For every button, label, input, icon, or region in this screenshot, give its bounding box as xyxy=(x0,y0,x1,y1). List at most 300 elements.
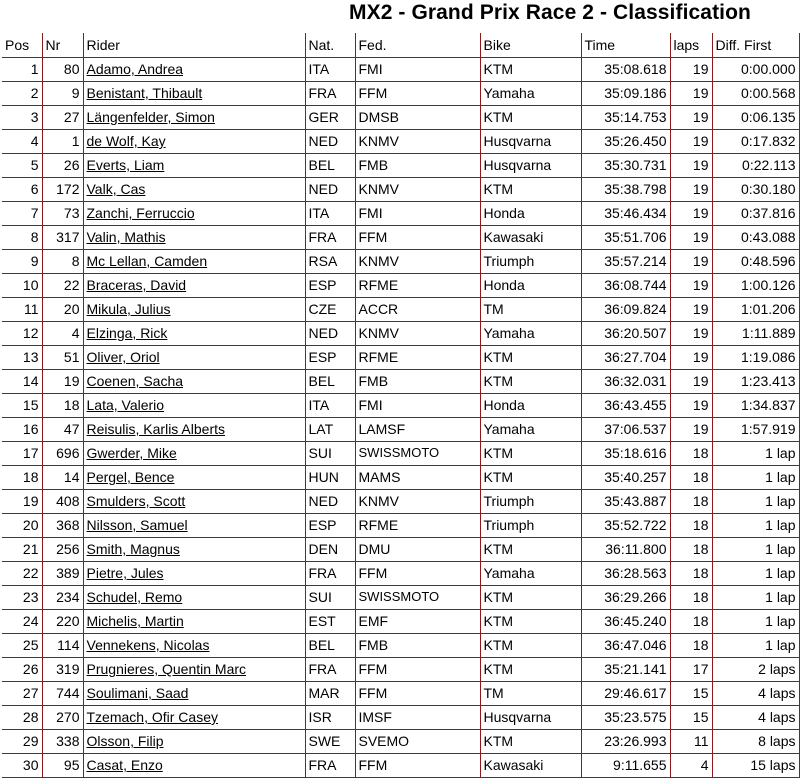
cell-nat: ITA xyxy=(305,201,355,225)
cell-nat: ITA xyxy=(305,57,355,81)
cell-nat: BEL xyxy=(305,369,355,393)
cell-nat: SUI xyxy=(305,441,355,465)
cell-nr: 26 xyxy=(42,153,83,177)
cell-nat: ESP xyxy=(305,273,355,297)
table-row xyxy=(2,465,800,489)
cell-nr: 4 xyxy=(42,321,83,345)
table-header-row xyxy=(2,33,800,57)
cell-diff: 2 laps xyxy=(712,657,799,681)
cell-rider-link[interactable]: Smulders, Scott xyxy=(83,489,305,513)
table-row xyxy=(2,681,800,705)
cell-nr: 338 xyxy=(42,729,83,753)
cell-fed: DMU xyxy=(355,537,480,561)
cell-nr: 1 xyxy=(42,129,83,153)
cell-fed: SWISSMOTO xyxy=(355,441,480,465)
cell-bike: Husqvarna xyxy=(480,705,581,729)
cell-diff: 8 laps xyxy=(712,729,799,753)
cell-bike: KTM xyxy=(480,657,581,681)
cell-time: 36:09.824 xyxy=(581,297,670,321)
cell-time: 36:27.704 xyxy=(581,345,670,369)
cell-nr: 696 xyxy=(42,441,83,465)
table-row xyxy=(2,129,800,153)
cell-fed: FMB xyxy=(355,633,480,657)
cell-rider-link[interactable]: Valk, Cas xyxy=(83,177,305,201)
cell-rider-link[interactable]: Vennekens, Nicolas xyxy=(83,633,305,657)
cell-time: 35:30.731 xyxy=(581,153,670,177)
cell-nat: MAR xyxy=(305,681,355,705)
cell-nat: HUN xyxy=(305,465,355,489)
cell-pos: 23 xyxy=(2,585,42,609)
cell-diff: 4 laps xyxy=(712,681,799,705)
cell-nr: 172 xyxy=(42,177,83,201)
cell-fed: KNMV xyxy=(355,177,480,201)
cell-bike: Kawasaki xyxy=(480,225,581,249)
cell-nr: 270 xyxy=(42,705,83,729)
table-row xyxy=(2,657,800,681)
table-row xyxy=(2,633,800,657)
cell-laps: 18 xyxy=(670,585,712,609)
table-row xyxy=(2,489,800,513)
cell-diff: 1:34.837 xyxy=(712,393,799,417)
cell-diff: 0:43.088 xyxy=(712,225,799,249)
cell-time: 36:43.455 xyxy=(581,393,670,417)
cell-nr: 319 xyxy=(42,657,83,681)
cell-nat: CZE xyxy=(305,297,355,321)
cell-bike: Yamaha xyxy=(480,321,581,345)
cell-fed: FFM xyxy=(355,81,480,105)
cell-laps: 19 xyxy=(670,321,712,345)
cell-time: 36:29.266 xyxy=(581,585,670,609)
cell-rider-link[interactable]: Elzinga, Rick xyxy=(83,321,305,345)
cell-nr: 408 xyxy=(42,489,83,513)
cell-rider-link[interactable]: Smith, Magnus xyxy=(83,537,305,561)
cell-nr: 744 xyxy=(42,681,83,705)
cell-nr: 27 xyxy=(42,105,83,129)
cell-time: 37:06.537 xyxy=(581,417,670,441)
cell-laps: 19 xyxy=(670,297,712,321)
cell-pos: 11 xyxy=(2,297,42,321)
cell-fed: KNMV xyxy=(355,249,480,273)
cell-diff: 1:23.413 xyxy=(712,369,799,393)
cell-nat: FRA xyxy=(305,753,355,777)
cell-pos: 10 xyxy=(2,273,42,297)
col-header-time: Time xyxy=(581,33,670,57)
cell-bike: Husqvarna xyxy=(480,153,581,177)
cell-diff: 0:00.568 xyxy=(712,81,799,105)
cell-diff: 1 lap xyxy=(712,465,799,489)
cell-time: 35:51.706 xyxy=(581,225,670,249)
cell-time: 35:52.722 xyxy=(581,513,670,537)
cell-nr: 9 xyxy=(42,81,83,105)
cell-laps: 19 xyxy=(670,201,712,225)
cell-rider-link[interactable]: Pietre, Jules xyxy=(83,561,305,585)
cell-diff: 1:00.126 xyxy=(712,273,799,297)
cell-rider-link[interactable]: Zanchi, Ferruccio xyxy=(83,201,305,225)
cell-pos: 12 xyxy=(2,321,42,345)
table-row xyxy=(2,81,800,105)
cell-time: 35:23.575 xyxy=(581,705,670,729)
cell-time: 36:47.046 xyxy=(581,633,670,657)
cell-nat: FRA xyxy=(305,225,355,249)
cell-bike: Kawasaki xyxy=(480,753,581,777)
cell-pos: 8 xyxy=(2,225,42,249)
table-row xyxy=(2,105,800,129)
cell-bike: KTM xyxy=(480,633,581,657)
cell-nr: 95 xyxy=(42,753,83,777)
cell-fed: FFM xyxy=(355,657,480,681)
cell-nr: 389 xyxy=(42,561,83,585)
cell-nr: 19 xyxy=(42,369,83,393)
cell-nr: 51 xyxy=(42,345,83,369)
table-row xyxy=(2,153,800,177)
cell-bike: Yamaha xyxy=(480,561,581,585)
cell-rider-link[interactable]: Olsson, Filip xyxy=(83,729,305,753)
cell-laps: 19 xyxy=(670,345,712,369)
cell-time: 36:45.240 xyxy=(581,609,670,633)
cell-bike: Yamaha xyxy=(480,417,581,441)
cell-fed: FMB xyxy=(355,153,480,177)
table-row xyxy=(2,393,800,417)
cell-bike: Honda xyxy=(480,393,581,417)
col-header-rider: Rider xyxy=(83,33,305,57)
cell-rider-link[interactable]: Tzemach, Ofir Casey xyxy=(83,705,305,729)
cell-fed: FFM xyxy=(355,561,480,585)
cell-bike: Husqvarna xyxy=(480,129,581,153)
cell-time: 9:11.655 xyxy=(581,753,670,777)
table-row xyxy=(2,513,800,537)
cell-pos: 6 xyxy=(2,177,42,201)
cell-laps: 19 xyxy=(670,177,712,201)
cell-nr: 234 xyxy=(42,585,83,609)
cell-bike: KTM xyxy=(480,609,581,633)
cell-rider-link[interactable]: Michelis, Martin xyxy=(83,609,305,633)
cell-laps: 18 xyxy=(670,537,712,561)
cell-bike: KTM xyxy=(480,465,581,489)
cell-nat: BEL xyxy=(305,153,355,177)
cell-bike: Yamaha xyxy=(480,81,581,105)
cell-time: 35:08.618 xyxy=(581,57,670,81)
cell-nat: FRA xyxy=(305,657,355,681)
cell-time: 35:26.450 xyxy=(581,129,670,153)
cell-laps: 18 xyxy=(670,489,712,513)
cell-rider-link[interactable]: Everts, Liam xyxy=(83,153,305,177)
cell-rider-link[interactable]: Adamo, Andrea xyxy=(83,57,305,81)
cell-time: 36:11.800 xyxy=(581,537,670,561)
cell-diff: 1 lap xyxy=(712,609,799,633)
col-header-nat: Nat. xyxy=(305,33,355,57)
cell-pos: 15 xyxy=(2,393,42,417)
cell-fed: FMI xyxy=(355,393,480,417)
cell-laps: 18 xyxy=(670,441,712,465)
cell-diff: 0:06.135 xyxy=(712,105,799,129)
cell-pos: 19 xyxy=(2,489,42,513)
page-title: MX2 - Grand Prix Race 2 - Classification xyxy=(349,1,751,24)
cell-laps: 18 xyxy=(670,609,712,633)
cell-diff: 1:57.919 xyxy=(712,417,799,441)
cell-laps: 15 xyxy=(670,681,712,705)
cell-time: 23:26.993 xyxy=(581,729,670,753)
cell-time: 36:32.031 xyxy=(581,369,670,393)
cell-time: 36:28.563 xyxy=(581,561,670,585)
cell-rider-link[interactable]: Nilsson, Samuel xyxy=(83,513,305,537)
cell-time: 36:20.507 xyxy=(581,321,670,345)
cell-fed: LAMSF xyxy=(355,417,480,441)
cell-diff: 1 lap xyxy=(712,537,799,561)
table-row xyxy=(2,537,800,561)
table-row xyxy=(2,57,800,81)
cell-fed: FFM xyxy=(355,681,480,705)
cell-bike: Honda xyxy=(480,273,581,297)
cell-nat: SWE xyxy=(305,729,355,753)
table-row xyxy=(2,321,800,345)
cell-nat: FRA xyxy=(305,81,355,105)
cell-fed: FMI xyxy=(355,201,480,225)
page-title-bar xyxy=(0,0,800,30)
cell-laps: 19 xyxy=(670,369,712,393)
col-header-nr: Nr xyxy=(42,33,83,57)
cell-fed: MAMS xyxy=(355,465,480,489)
cell-pos: 25 xyxy=(2,633,42,657)
cell-bike: TM xyxy=(480,297,581,321)
cell-rider-link[interactable]: Coenen, Sacha xyxy=(83,369,305,393)
cell-bike: Triumph xyxy=(480,249,581,273)
cell-nat: DEN xyxy=(305,537,355,561)
cell-diff: 15 laps xyxy=(712,753,799,777)
cell-diff: 1 lap xyxy=(712,633,799,657)
cell-bike: KTM xyxy=(480,729,581,753)
cell-diff: 1 lap xyxy=(712,585,799,609)
cell-nat: EST xyxy=(305,609,355,633)
table-row xyxy=(2,297,800,321)
cell-rider-link[interactable]: Prugnieres, Quentin Marc xyxy=(83,657,305,681)
cell-pos: 4 xyxy=(2,129,42,153)
cell-pos: 2 xyxy=(2,81,42,105)
table-row xyxy=(2,441,800,465)
table-row xyxy=(2,249,800,273)
table-row xyxy=(2,345,800,369)
cell-nr: 80 xyxy=(42,57,83,81)
cell-diff: 0:37.816 xyxy=(712,201,799,225)
table-row xyxy=(2,609,800,633)
cell-bike: KTM xyxy=(480,537,581,561)
table-row xyxy=(2,753,800,777)
cell-fed: ACCR xyxy=(355,297,480,321)
cell-fed: IMSF xyxy=(355,705,480,729)
cell-fed: FMB xyxy=(355,369,480,393)
cell-pos: 21 xyxy=(2,537,42,561)
cell-rider-link[interactable]: Benistant, Thibault xyxy=(83,81,305,105)
cell-time: 35:38.798 xyxy=(581,177,670,201)
cell-bike: Honda xyxy=(480,201,581,225)
cell-nr: 114 xyxy=(42,633,83,657)
cell-laps: 19 xyxy=(670,273,712,297)
cell-fed: KNMV xyxy=(355,321,480,345)
cell-bike: KTM xyxy=(480,105,581,129)
cell-laps: 18 xyxy=(670,633,712,657)
cell-fed: SVEMO xyxy=(355,729,480,753)
cell-fed: SWISSMOTO xyxy=(355,585,480,609)
cell-pos: 18 xyxy=(2,465,42,489)
cell-time: 35:40.257 xyxy=(581,465,670,489)
cell-fed: KNMV xyxy=(355,129,480,153)
cell-nr: 220 xyxy=(42,609,83,633)
cell-laps: 19 xyxy=(670,249,712,273)
cell-bike: Triumph xyxy=(480,513,581,537)
col-header-diff: Diff. First xyxy=(712,33,799,57)
cell-laps: 19 xyxy=(670,225,712,249)
cell-pos: 22 xyxy=(2,561,42,585)
table-row xyxy=(2,225,800,249)
cell-pos: 24 xyxy=(2,609,42,633)
cell-laps: 19 xyxy=(670,153,712,177)
cell-fed: FFM xyxy=(355,753,480,777)
cell-diff: 0:48.596 xyxy=(712,249,799,273)
cell-rider-link[interactable]: Soulimani, Saad xyxy=(83,681,305,705)
cell-nat: ESP xyxy=(305,513,355,537)
table-row xyxy=(2,561,800,585)
cell-rider-link[interactable]: Valin, Mathis xyxy=(83,225,305,249)
cell-nr: 47 xyxy=(42,417,83,441)
cell-fed: EMF xyxy=(355,609,480,633)
table-row xyxy=(2,273,800,297)
cell-pos: 1 xyxy=(2,57,42,81)
cell-nat: ESP xyxy=(305,345,355,369)
cell-pos: 9 xyxy=(2,249,42,273)
cell-pos: 5 xyxy=(2,153,42,177)
cell-nat: NED xyxy=(305,177,355,201)
cell-diff: 1:01.206 xyxy=(712,297,799,321)
cell-diff: 1:19.086 xyxy=(712,345,799,369)
cell-rider-link[interactable]: Braceras, David xyxy=(83,273,305,297)
cell-rider-link[interactable]: Mc Lellan, Camden xyxy=(83,249,305,273)
cell-rider-link[interactable]: Oliver, Oriol xyxy=(83,345,305,369)
cell-time: 35:46.434 xyxy=(581,201,670,225)
cell-diff: 4 laps xyxy=(712,705,799,729)
cell-rider-link[interactable]: Gwerder, Mike xyxy=(83,441,305,465)
cell-fed: FMI xyxy=(355,57,480,81)
cell-rider-link[interactable]: Längenfelder, Simon xyxy=(83,105,305,129)
cell-nr: 73 xyxy=(42,201,83,225)
cell-fed: RFME xyxy=(355,345,480,369)
cell-diff: 0:30.180 xyxy=(712,177,799,201)
cell-nat: NED xyxy=(305,489,355,513)
cell-nat: GER xyxy=(305,105,355,129)
cell-rider-link[interactable]: de Wolf, Kay xyxy=(83,129,305,153)
cell-nat: ITA xyxy=(305,393,355,417)
cell-laps: 19 xyxy=(670,81,712,105)
cell-laps: 11 xyxy=(670,729,712,753)
classification-table xyxy=(2,33,800,778)
cell-pos: 27 xyxy=(2,681,42,705)
cell-nat: BEL xyxy=(305,633,355,657)
table-row xyxy=(2,585,800,609)
cell-pos: 13 xyxy=(2,345,42,369)
cell-laps: 19 xyxy=(670,105,712,129)
cell-pos: 20 xyxy=(2,513,42,537)
cell-rider-link[interactable]: Lata, Valerio xyxy=(83,393,305,417)
cell-nat: NED xyxy=(305,129,355,153)
cell-pos: 16 xyxy=(2,417,42,441)
cell-nr: 317 xyxy=(42,225,83,249)
table-row xyxy=(2,201,800,225)
cell-bike: TM xyxy=(480,681,581,705)
cell-diff: 1 lap xyxy=(712,513,799,537)
cell-diff: 1:11.889 xyxy=(712,321,799,345)
cell-pos: 14 xyxy=(2,369,42,393)
cell-bike: KTM xyxy=(480,369,581,393)
cell-laps: 18 xyxy=(670,465,712,489)
cell-time: 35:09.186 xyxy=(581,81,670,105)
cell-fed: KNMV xyxy=(355,489,480,513)
col-header-fed: Fed. xyxy=(355,33,480,57)
cell-laps: 19 xyxy=(670,57,712,81)
cell-nat: NED xyxy=(305,321,355,345)
cell-pos: 30 xyxy=(2,753,42,777)
cell-diff: 1 lap xyxy=(712,489,799,513)
cell-nr: 14 xyxy=(42,465,83,489)
table-row xyxy=(2,369,800,393)
cell-pos: 7 xyxy=(2,201,42,225)
cell-diff: 1 lap xyxy=(712,441,799,465)
cell-fed: RFME xyxy=(355,273,480,297)
table-row xyxy=(2,729,800,753)
cell-laps: 19 xyxy=(670,417,712,441)
cell-nr: 18 xyxy=(42,393,83,417)
cell-rider-link[interactable]: Pergel, Bence xyxy=(83,465,305,489)
table-row xyxy=(2,705,800,729)
cell-laps: 18 xyxy=(670,561,712,585)
table-row xyxy=(2,417,800,441)
cell-rider-link[interactable]: Casat, Enzo xyxy=(83,753,305,777)
cell-rider-link[interactable]: Mikula, Julius xyxy=(83,297,305,321)
cell-fed: FFM xyxy=(355,225,480,249)
cell-nat: ISR xyxy=(305,705,355,729)
cell-laps: 19 xyxy=(670,129,712,153)
cell-time: 35:43.887 xyxy=(581,489,670,513)
cell-time: 35:57.214 xyxy=(581,249,670,273)
cell-pos: 3 xyxy=(2,105,42,129)
cell-time: 29:46.617 xyxy=(581,681,670,705)
cell-pos: 28 xyxy=(2,705,42,729)
table-row xyxy=(2,177,800,201)
cell-pos: 17 xyxy=(2,441,42,465)
cell-bike: KTM xyxy=(480,177,581,201)
cell-time: 35:14.753 xyxy=(581,105,670,129)
cell-nat: FRA xyxy=(305,561,355,585)
cell-bike: Triumph xyxy=(480,489,581,513)
cell-laps: 17 xyxy=(670,657,712,681)
cell-nat: RSA xyxy=(305,249,355,273)
cell-time: 35:18.616 xyxy=(581,441,670,465)
cell-nr: 368 xyxy=(42,513,83,537)
cell-rider-link[interactable]: Schudel, Remo xyxy=(83,585,305,609)
cell-laps: 15 xyxy=(670,705,712,729)
col-header-bike: Bike xyxy=(480,33,581,57)
cell-laps: 4 xyxy=(670,753,712,777)
cell-nat: SUI xyxy=(305,585,355,609)
col-header-laps: laps xyxy=(670,33,712,57)
cell-diff: 1 lap xyxy=(712,561,799,585)
cell-nr: 22 xyxy=(42,273,83,297)
cell-nr: 20 xyxy=(42,297,83,321)
cell-rider-link[interactable]: Reisulis, Karlis Alberts xyxy=(83,417,305,441)
cell-fed: DMSB xyxy=(355,105,480,129)
cell-nat: LAT xyxy=(305,417,355,441)
cell-bike: KTM xyxy=(480,585,581,609)
cell-pos: 29 xyxy=(2,729,42,753)
cell-nr: 256 xyxy=(42,537,83,561)
cell-time: 35:21.141 xyxy=(581,657,670,681)
